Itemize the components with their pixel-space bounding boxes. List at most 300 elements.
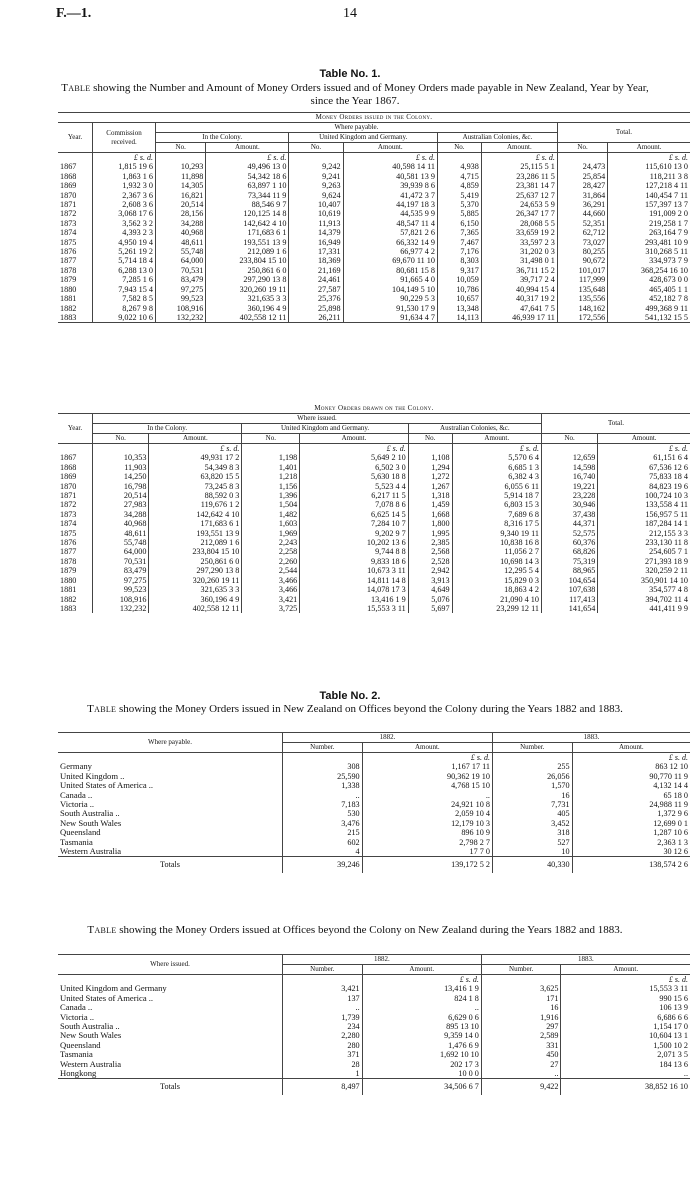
- value-cell: 1: [283, 1069, 363, 1079]
- value-cell: 3,068 17 6: [93, 209, 156, 218]
- value-cell: 1,338: [283, 781, 363, 790]
- year-cell: 1873: [60, 509, 77, 519]
- table-row: [58, 304, 690, 313]
- value-cell: 156,957 5 11: [598, 510, 690, 519]
- value-cell: 297: [481, 1022, 561, 1031]
- value-cell: 23,286 11 5: [481, 172, 557, 181]
- value-cell: 1,396: [242, 491, 300, 500]
- currency-units: £ s. d.: [598, 444, 690, 454]
- value-cell: 28: [283, 1060, 363, 1069]
- table-row: [58, 1041, 690, 1050]
- value-cell: 13,416 1 9: [300, 595, 409, 604]
- value-cell: 16: [492, 791, 572, 800]
- value-cell: 75,319: [541, 557, 597, 566]
- value-cell: 3,913: [408, 576, 452, 585]
- value-cell: 115,610 13 0: [608, 162, 690, 171]
- value-cell: 44,660: [557, 209, 607, 218]
- value-cell: 10,293: [156, 162, 206, 171]
- year-1883: 1883.: [481, 955, 690, 965]
- value-cell: 7,689 6 8: [452, 510, 541, 519]
- table-row: [58, 510, 690, 519]
- table-row: [58, 1022, 690, 1031]
- value-cell: 33,597 2 3: [481, 238, 557, 247]
- value-cell: 6,217 11 5: [300, 491, 409, 500]
- col-where: Where payable.: [58, 733, 283, 753]
- currency-units: £ s. d.: [300, 444, 409, 454]
- money-orders-drawn-table: [58, 404, 690, 613]
- value-cell: 107,638: [541, 585, 597, 594]
- year-1883: 1883.: [492, 733, 690, 743]
- table-row: [58, 162, 690, 171]
- value-cell: 297,290 13 8: [206, 275, 289, 284]
- value-cell: 297,290 13 8: [149, 566, 242, 575]
- value-cell: 10,657: [437, 294, 481, 303]
- year-cell: 1878: [60, 265, 77, 275]
- value-cell: 10,698 14 3: [452, 557, 541, 566]
- value-cell: 1,476 6 9: [362, 1041, 481, 1050]
- currency-units: £ s. d.: [452, 444, 541, 454]
- value-cell: 69,670 11 10: [343, 256, 437, 265]
- value-cell: 308: [283, 762, 363, 771]
- value-cell: 31,498 0 1: [481, 256, 557, 265]
- value-cell: 250,861 6 0: [206, 266, 289, 275]
- table-row: [58, 285, 690, 294]
- value-cell: 119,676 1 2: [149, 500, 242, 509]
- value-cell: 135,556: [557, 294, 607, 303]
- value-cell: 97,275: [156, 285, 206, 294]
- value-cell: 405: [492, 809, 572, 818]
- year-cell: 1871: [60, 200, 77, 210]
- currency-units: £ s. d.: [343, 153, 437, 163]
- value-cell: 465,405 1 1: [608, 285, 690, 294]
- banner: Money Orders issued in the Colony.: [58, 113, 690, 123]
- col-number: Number.: [492, 743, 572, 753]
- table-row: [58, 453, 690, 462]
- place-cell: Hongkong: [60, 1068, 97, 1079]
- table-row: [58, 566, 690, 575]
- value-cell: 36,711 15 2: [481, 266, 557, 275]
- value-cell: 73,344 11 9: [206, 191, 289, 200]
- col-no: No.: [156, 143, 206, 153]
- totals-label: Totals: [58, 857, 283, 873]
- value-cell: 117,413: [541, 595, 597, 604]
- place-cell: Queensland: [60, 1039, 101, 1050]
- value-cell: 10,838 16 8: [452, 538, 541, 547]
- page-header: [0, 6, 700, 26]
- value-cell: 18,369: [289, 256, 343, 265]
- year-cell: 1873: [60, 218, 77, 228]
- value-cell: ..: [481, 1069, 561, 1079]
- value-cell: 54,349 8 3: [149, 463, 242, 472]
- table-row: [58, 847, 690, 857]
- total-cell: 9,422: [481, 1079, 561, 1095]
- value-cell: 24,921 10 8: [362, 800, 492, 809]
- value-cell: 5,697: [408, 604, 452, 613]
- value-cell: 13,416 1 9: [362, 984, 481, 993]
- value-cell: 863 12 10: [572, 762, 690, 771]
- value-cell: 360,196 4 9: [149, 595, 242, 604]
- value-cell: 499,368 9 11: [608, 304, 690, 313]
- value-cell: 1,198: [242, 453, 300, 462]
- table-row: [58, 313, 690, 323]
- table-row: [58, 247, 690, 256]
- value-cell: 44,535 9 9: [343, 209, 437, 218]
- year-cell: 1874: [60, 228, 77, 238]
- value-cell: 6,502 3 0: [300, 463, 409, 472]
- year-cell: 1876: [60, 538, 77, 548]
- value-cell: 90,229 5 3: [343, 294, 437, 303]
- value-cell: 8,303: [437, 256, 481, 265]
- value-cell: 452,182 7 8: [608, 294, 690, 303]
- value-cell: 1,108: [408, 453, 452, 462]
- value-cell: 14,305: [156, 181, 206, 190]
- value-cell: 3,476: [283, 819, 363, 828]
- value-cell: 64,000: [93, 547, 149, 556]
- year-1882: 1882.: [283, 955, 482, 965]
- currency-units: £ s. d.: [572, 753, 690, 763]
- year-cell: 1883: [60, 312, 77, 322]
- table-row: [58, 463, 690, 472]
- value-cell: 1,668: [408, 510, 452, 519]
- currency-units: £ s. d.: [561, 975, 690, 985]
- col-colony: In the Colony.: [156, 133, 289, 143]
- value-cell: 255: [492, 762, 572, 771]
- value-cell: 7,943 15 4: [93, 285, 156, 294]
- table1-caption-lead: Table: [61, 82, 91, 94]
- table1-caption: [60, 82, 650, 108]
- value-cell: 9,317: [437, 266, 481, 275]
- currency-header-row: [58, 444, 690, 454]
- value-cell: 212,089 1 6: [149, 538, 242, 547]
- value-cell: 9,624: [289, 191, 343, 200]
- col-no: No.: [242, 434, 300, 444]
- col-amount: Amount.: [608, 143, 690, 153]
- value-cell: 24,988 11 9: [572, 800, 690, 809]
- currency-units: [58, 153, 93, 163]
- place-cell: United States of America ..: [60, 992, 154, 1003]
- year-cell: 1874: [60, 519, 77, 529]
- col-uk: United Kingdom and Germany.: [289, 133, 438, 143]
- value-cell: 1,156: [242, 482, 300, 491]
- value-cell: 2,363 1 3: [572, 838, 690, 847]
- col-amount: Amount.: [452, 434, 541, 444]
- currency-units: £ s. d.: [362, 753, 492, 763]
- value-cell: 350,901 14 10: [598, 576, 690, 585]
- currency-units: [283, 753, 363, 763]
- value-cell: 23,299 12 11: [452, 604, 541, 613]
- col-no: No.: [408, 434, 452, 444]
- table-row: [58, 238, 690, 247]
- value-cell: 24,461: [289, 275, 343, 284]
- value-cell: 2,243: [242, 538, 300, 547]
- year-cell: 1872: [60, 500, 77, 510]
- value-cell: 6,685 1 3: [452, 463, 541, 472]
- value-cell: 6,288 13 0: [93, 266, 156, 275]
- value-cell: 25,590: [283, 772, 363, 781]
- value-cell: 212,089 1 6: [206, 247, 289, 256]
- value-cell: 7,078 8 6: [300, 500, 409, 509]
- value-cell: 3,452: [492, 819, 572, 828]
- value-cell: 68,826: [541, 547, 597, 556]
- value-cell: 15,553 3 11: [300, 604, 409, 613]
- col-uk: United Kingdom and Germany.: [242, 424, 408, 434]
- currency-header-row: [58, 153, 690, 163]
- table-row: [58, 819, 690, 828]
- place-cell: South Australia ..: [60, 1021, 120, 1032]
- value-cell: 8,316 17 5: [452, 519, 541, 528]
- value-cell: 9,202 9 7: [300, 529, 409, 538]
- value-cell: 15,829 0 3: [452, 576, 541, 585]
- value-cell: 320,260 19 11: [206, 285, 289, 294]
- table-row: [58, 604, 690, 613]
- value-cell: 14,113: [437, 313, 481, 323]
- table-row: [58, 838, 690, 847]
- value-cell: 334,973 7 9: [608, 256, 690, 265]
- table-row: [58, 519, 690, 528]
- year-cell: 1876: [60, 247, 77, 257]
- year-cell: 1878: [60, 556, 77, 566]
- value-cell: 157,397 13 7: [608, 200, 690, 209]
- total-cell: 138,574 2 6: [572, 857, 690, 873]
- table-row: [58, 585, 690, 594]
- col-no: No.: [93, 434, 149, 444]
- value-cell: 402,558 12 11: [149, 604, 242, 613]
- year-cell: 1869: [60, 472, 77, 482]
- value-cell: 5,076: [408, 595, 452, 604]
- value-cell: 1,272: [408, 472, 452, 481]
- place-cell: Victoria ..: [60, 799, 95, 810]
- total-cell: 39,246: [283, 857, 363, 873]
- value-cell: 46,939 17 11: [481, 313, 557, 323]
- value-cell: 10,673 3 11: [300, 566, 409, 575]
- value-cell: 3,421: [242, 595, 300, 604]
- value-cell: 371: [283, 1050, 363, 1059]
- value-cell: 2,942: [408, 566, 452, 575]
- value-cell: 40,317 19 2: [481, 294, 557, 303]
- value-cell: 11,056 2 7: [452, 547, 541, 556]
- place-cell: New South Wales: [60, 817, 122, 828]
- value-cell: 1,800: [408, 519, 452, 528]
- table-row: [58, 1003, 690, 1012]
- value-cell: 31,864: [557, 191, 607, 200]
- value-cell: 2,544: [242, 566, 300, 575]
- col-colony: In the Colony.: [93, 424, 242, 434]
- table-row: [58, 500, 690, 509]
- value-cell: 1,267: [408, 482, 452, 491]
- value-cell: 62,712: [557, 228, 607, 237]
- value-cell: 23,381 14 7: [481, 181, 557, 190]
- value-cell: 280: [283, 1041, 363, 1050]
- value-cell: 321,635 3 3: [149, 585, 242, 594]
- year-cell: 1875: [60, 528, 77, 538]
- value-cell: 106 13 9: [561, 1003, 690, 1012]
- value-cell: 23,228: [541, 491, 597, 500]
- value-cell: 233,130 11 8: [598, 538, 690, 547]
- value-cell: 47,641 7 5: [481, 304, 557, 313]
- value-cell: 530: [283, 809, 363, 818]
- col-amount: Amount.: [300, 434, 409, 444]
- value-cell: 9,833 18 6: [300, 557, 409, 566]
- value-cell: 5,523 4 4: [300, 482, 409, 491]
- value-cell: 4,132 14 4: [572, 781, 690, 790]
- value-cell: 527: [492, 838, 572, 847]
- currency-units: [242, 444, 300, 454]
- value-cell: 39,717 2 4: [481, 275, 557, 284]
- value-cell: 171,683 6 1: [149, 519, 242, 528]
- value-cell: 11,903: [93, 463, 149, 472]
- value-cell: 34,288: [93, 510, 149, 519]
- value-cell: 234: [283, 1022, 363, 1031]
- value-cell: 19,221: [541, 482, 597, 491]
- value-cell: 70,531: [156, 266, 206, 275]
- value-cell: 254,605 7 1: [598, 547, 690, 556]
- value-cell: 9,263: [289, 181, 343, 190]
- value-cell: 63,897 1 10: [206, 181, 289, 190]
- value-cell: 1,863 1 6: [93, 172, 156, 181]
- table-row: [58, 1050, 690, 1059]
- value-cell: 172,556: [557, 313, 607, 323]
- year-cell: 1867: [60, 453, 77, 463]
- value-cell: 9,359 14 0: [362, 1031, 481, 1040]
- value-cell: 4,950 19 4: [93, 238, 156, 247]
- value-cell: 5,885: [437, 209, 481, 218]
- value-cell: 2,528: [408, 557, 452, 566]
- value-cell: 80,681 15 8: [343, 266, 437, 275]
- table-row: [58, 200, 690, 209]
- currency-units: [557, 153, 607, 163]
- value-cell: 91,530 17 9: [343, 304, 437, 313]
- value-cell: 2,280: [283, 1031, 363, 1040]
- value-cell: 1,318: [408, 491, 452, 500]
- table-row: [58, 209, 690, 218]
- value-cell: 142,642 4 10: [149, 510, 242, 519]
- place-cell: Germany: [60, 761, 92, 772]
- value-cell: 354,577 4 8: [598, 585, 690, 594]
- currency-units: [492, 753, 572, 763]
- value-cell: 3,625: [481, 984, 561, 993]
- value-cell: 61,151 6 4: [598, 453, 690, 462]
- value-cell: 16,740: [541, 472, 597, 481]
- year-cell: 1882: [60, 303, 77, 313]
- value-cell: 212,155 3 3: [598, 529, 690, 538]
- currency-units: £ s. d.: [149, 444, 242, 454]
- year-1882: 1882.: [283, 733, 493, 743]
- value-cell: 21,169: [289, 266, 343, 275]
- value-cell: 9,241: [289, 172, 343, 181]
- year-cell: 1879: [60, 566, 77, 576]
- place-cell: New South Wales: [60, 1030, 122, 1041]
- value-cell: 5,370: [437, 200, 481, 209]
- col-no: No.: [557, 143, 607, 153]
- total-cell: 8,497: [283, 1079, 363, 1095]
- place-cell: Canada ..: [60, 789, 93, 800]
- value-cell: 14,250: [93, 472, 149, 481]
- value-cell: 12,295 5 4: [452, 566, 541, 575]
- value-cell: 40,994 15 4: [481, 285, 557, 294]
- value-cell: 6,803 15 3: [452, 500, 541, 509]
- value-cell: 12,699 0 1: [572, 819, 690, 828]
- col-where: Where issued.: [58, 955, 283, 975]
- value-cell: 11,913: [289, 219, 343, 228]
- value-cell: 90,672: [557, 256, 607, 265]
- table-row: [58, 294, 690, 303]
- table-row: [58, 256, 690, 265]
- currency-units: [289, 153, 343, 163]
- place-cell: South Australia ..: [60, 808, 120, 819]
- value-cell: 28,068 5 5: [481, 219, 557, 228]
- value-cell: 12,179 10 3: [362, 819, 492, 828]
- value-cell: 6,055 6 11: [452, 482, 541, 491]
- value-cell: 135,648: [557, 285, 607, 294]
- table-row: [58, 557, 690, 566]
- place-cell: Queensland: [60, 827, 101, 838]
- value-cell: 10,407: [289, 200, 343, 209]
- table2-number: Table No. 2.: [319, 690, 381, 702]
- col-commission: Commission received.: [93, 123, 156, 153]
- value-cell: 6,625 14 5: [300, 510, 409, 519]
- table-row: [58, 1031, 690, 1040]
- value-cell: 13,348: [437, 304, 481, 313]
- value-cell: 3,466: [242, 576, 300, 585]
- value-cell: 233,804 15 10: [149, 547, 242, 556]
- value-cell: 895 13 10: [362, 1022, 481, 1031]
- value-cell: 70,531: [93, 557, 149, 566]
- currency-units: [93, 444, 149, 454]
- value-cell: 91,665 4 0: [343, 275, 437, 284]
- col-total: Total.: [541, 414, 690, 434]
- value-cell: 3,466: [242, 585, 300, 594]
- table2-caption: [60, 703, 650, 716]
- value-cell: 41,472 3 7: [343, 191, 437, 200]
- place-cell: United Kingdom and Germany: [60, 983, 167, 994]
- currency-units: £ s. d.: [206, 153, 289, 163]
- value-cell: 1,969: [242, 529, 300, 538]
- value-cell: 148,162: [557, 304, 607, 313]
- where-payable: Where payable.: [156, 123, 558, 133]
- value-cell: 2,059 10 4: [362, 809, 492, 818]
- value-cell: 10,619: [289, 209, 343, 218]
- table-row: [58, 576, 690, 585]
- year-cell: 1880: [60, 284, 77, 294]
- value-cell: 7,176: [437, 247, 481, 256]
- place-cell: United States of America ..: [60, 780, 154, 791]
- value-cell: 141,654: [541, 604, 597, 613]
- value-cell: 49,496 13 0: [206, 162, 289, 171]
- value-cell: 233,804 15 10: [206, 256, 289, 265]
- value-cell: 117,999: [557, 275, 607, 284]
- value-cell: 10,202 13 6: [300, 538, 409, 547]
- value-cell: 83,479: [93, 566, 149, 575]
- value-cell: 3,562 3 2: [93, 219, 156, 228]
- value-cell: 1,459: [408, 500, 452, 509]
- value-cell: 10,353: [93, 453, 149, 462]
- col-no: No.: [541, 434, 597, 444]
- year-cell: 1883: [60, 603, 77, 613]
- value-cell: 293,481 10 9: [608, 238, 690, 247]
- value-cell: 91,634 4 7: [343, 313, 437, 323]
- year-cell: 1877: [60, 256, 77, 266]
- value-cell: 17 7 0: [362, 847, 492, 857]
- year-cell: 1880: [60, 575, 77, 585]
- value-cell: 7,365: [437, 228, 481, 237]
- value-cell: 118,211 3 8: [608, 172, 690, 181]
- value-cell: 1,916: [481, 1013, 561, 1022]
- value-cell: 16,798: [93, 482, 149, 491]
- value-cell: 310,268 5 11: [608, 247, 690, 256]
- place-cell: Western Australia: [60, 1058, 122, 1069]
- value-cell: 193,551 13 9: [206, 238, 289, 247]
- value-cell: 27,587: [289, 285, 343, 294]
